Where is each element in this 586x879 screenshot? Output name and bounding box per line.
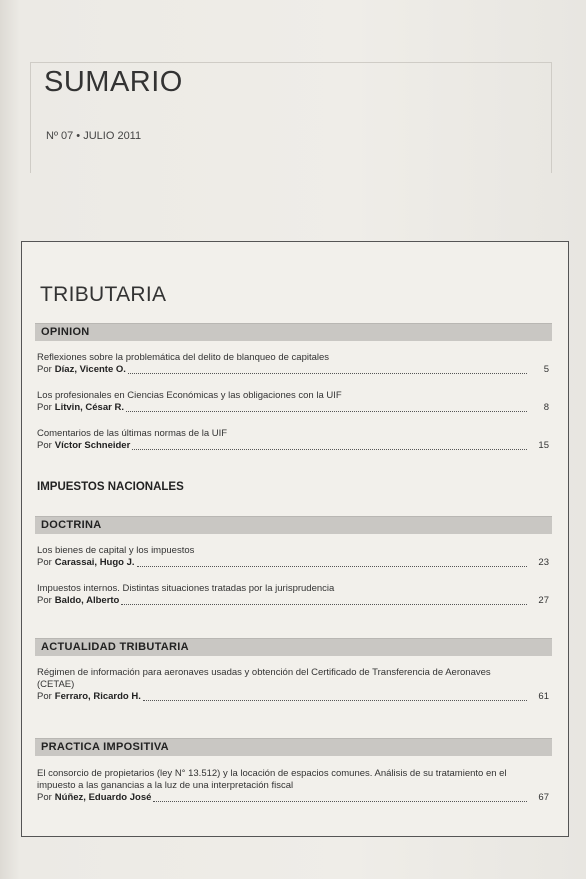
category-label: PRACTICA IMPOSITIVA xyxy=(41,741,169,753)
category-label: DOCTRINA xyxy=(41,519,102,531)
toc-entry[interactable] xyxy=(37,667,552,703)
toc-entry[interactable] xyxy=(37,390,552,414)
issue-info: Nº 07 • JULIO 2011 xyxy=(46,130,142,142)
category-bar-practica-impositiva xyxy=(35,738,552,756)
toc-entry[interactable] xyxy=(37,583,552,607)
entry-author-line xyxy=(37,364,552,376)
subsection-heading: IMPUESTOS NACIONALES xyxy=(37,481,184,493)
entry-author: Baldo, Alberto xyxy=(54,595,120,606)
dot-leader xyxy=(121,604,527,605)
entry-author-line xyxy=(37,440,552,452)
entry-by: Por xyxy=(37,792,52,803)
entry-page-number: 8 xyxy=(543,402,549,413)
entry-author-line xyxy=(37,557,552,569)
page-title: SUMARIO xyxy=(44,66,183,98)
entry-page-number: 15 xyxy=(538,440,549,451)
category-bar-doctrina xyxy=(35,516,552,534)
entry-author: Núñez, Eduardo José xyxy=(54,792,152,803)
entry-page-number: 27 xyxy=(538,595,549,606)
entry-by: Por xyxy=(37,557,52,568)
toc-entry[interactable] xyxy=(37,428,552,452)
dot-leader xyxy=(153,801,527,802)
section-title: TRIBUTARIA xyxy=(40,283,167,306)
category-bar-actualidad-tributaria xyxy=(35,638,552,656)
entry-author: Díaz, Vicente O. xyxy=(54,364,126,375)
entry-author-line xyxy=(37,792,552,804)
entry-author-line xyxy=(37,595,552,607)
dot-leader xyxy=(143,700,527,701)
entry-author: Ferraro, Ricardo H. xyxy=(54,691,141,702)
toc-entry[interactable] xyxy=(37,768,552,804)
entry-author-line xyxy=(37,691,552,703)
entry-author-line xyxy=(37,402,552,414)
dot-leader xyxy=(128,373,527,374)
dot-leader xyxy=(137,566,527,567)
toc-entry[interactable] xyxy=(37,545,552,569)
dot-leader xyxy=(126,411,527,412)
entry-title: Comentarios de las últimas normas de la UIF xyxy=(37,428,228,439)
entry-page-number: 61 xyxy=(538,691,549,702)
category-label: OPINION xyxy=(41,326,90,338)
entry-title: El consorcio de propietarios (ley N° 13.512) y la locación de espacios comunes. Análisis de su tratamiento en el impuesto a las ganancias a la luz de una interpretación fiscal xyxy=(37,768,507,791)
entry-author: Víctor Schneider xyxy=(54,440,131,451)
entry-by: Por xyxy=(37,364,52,375)
entry-title: Reflexiones sobre la problemática del delito de blanqueo de capitales xyxy=(37,352,330,363)
entry-title: Impuestos internos. Distintas situaciones tratadas por la jurisprudencia xyxy=(37,583,335,594)
entry-page-number: 23 xyxy=(538,557,549,568)
entry-author: Carassai, Hugo J. xyxy=(54,557,135,568)
entry-page-number: 5 xyxy=(543,364,549,375)
dot-leader xyxy=(132,449,527,450)
entry-author: Litvin, César R. xyxy=(54,402,124,413)
entry-page-number: 67 xyxy=(538,792,549,803)
entry-by: Por xyxy=(37,440,52,451)
entry-title: Los bienes de capital y los impuestos xyxy=(37,545,195,556)
category-bar-opinion xyxy=(35,323,552,341)
entry-by: Por xyxy=(37,402,52,413)
entry-by: Por xyxy=(37,691,52,702)
entry-by: Por xyxy=(37,595,52,606)
toc-entry[interactable] xyxy=(37,352,552,376)
entry-title: Régimen de información para aeronaves usadas y obtención del Certificado de Transferencia de Aeronaves (CETAE) xyxy=(37,667,491,690)
category-label: ACTUALIDAD TRIBUTARIA xyxy=(41,641,189,653)
entry-title: Los profesionales en Ciencias Económicas y las obligaciones con la UIF xyxy=(37,390,342,401)
